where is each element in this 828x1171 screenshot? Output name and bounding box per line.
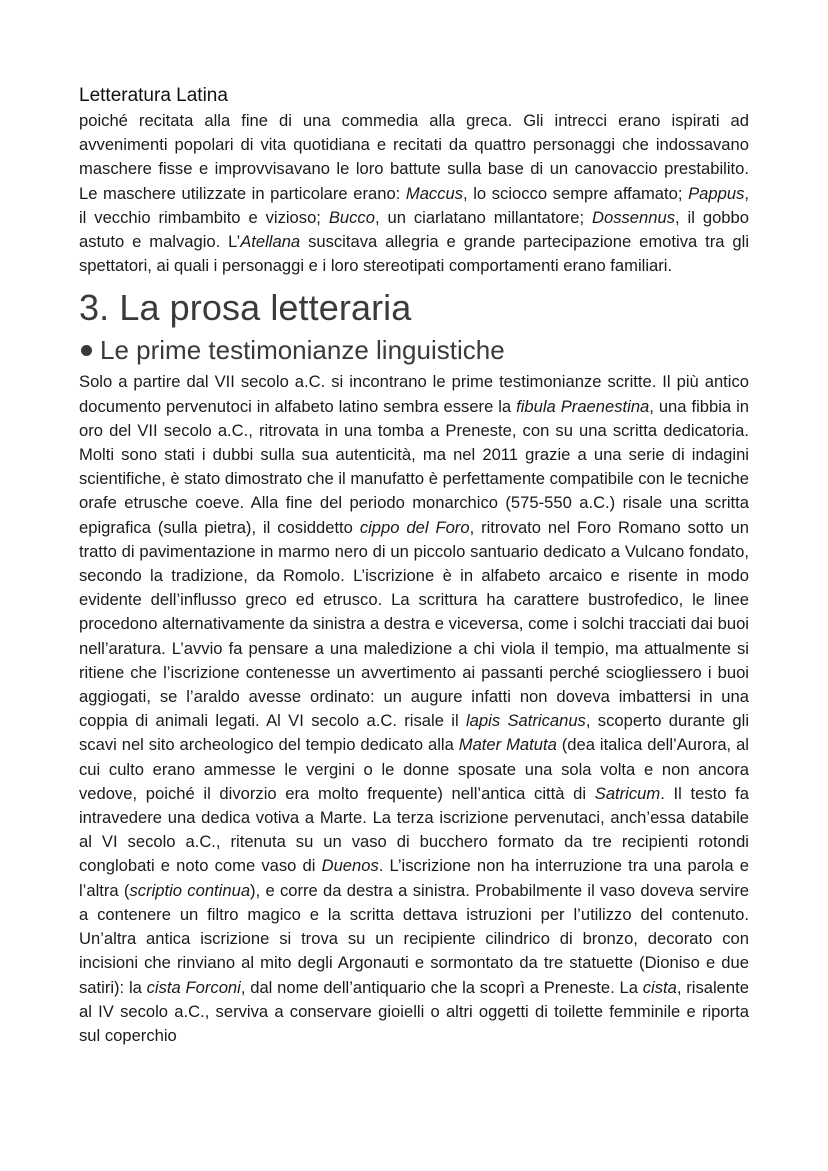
- italic-term: fibula Praenestina: [516, 396, 650, 416]
- text-run: , lo sciocco sempre affamato;: [463, 183, 689, 203]
- italic-term: Bucco: [328, 207, 375, 227]
- text-run: , il gobbo astuto e malvagio. L’: [79, 207, 749, 252]
- italic-term: Maccus: [405, 183, 464, 203]
- text-run: , risalente al IV secolo a.C., serviva a conservare gioielli o altri oggetti di toilette femminile e riporta sul coperchio: [79, 977, 749, 1045]
- intro-paragraph: [79, 109, 749, 278]
- text-run: Solo a partire dal VII secolo a.C. si incontrano le prime testimonianze scritte. Il più antico documento pervenutoci in alfabeto latino sembra essere la: [79, 372, 749, 416]
- italic-term: Pappus: [688, 183, 745, 203]
- italic-term: Dossennus: [592, 207, 676, 227]
- text-run: (dea italica dell’Aurora, al cui culto erano ammesse le vergini o le donne sposate una sola volta e non ancora vedove, poiché il divorzio era molto frequente) nell’antica città di: [79, 735, 749, 803]
- italic-term: cista Forconi: [146, 977, 241, 997]
- page-content: [79, 84, 749, 1048]
- text-run: ), e corre da destra a sinistra. Probabilmente il vaso doveva servire a contenere un filtro magico e la scritta dettava istruzioni per l’utilizzo del contenuto. Un’altra antica iscrizione si trova su un recipiente cilindrico di bronzo, decorato con incisioni che rinviano al mito degli Argonauti e sormontato da tre statuette (Dioniso e due satiri): la: [79, 880, 749, 997]
- text-run: , dal nome dell’antiquario che la scoprì a Preneste. La: [240, 977, 643, 997]
- italic-term: Atellana: [240, 232, 301, 252]
- italic-term: Duenos: [321, 856, 379, 876]
- text-run: , il vecchio rimbambito e vizioso;: [79, 183, 749, 227]
- subsection-title: Le prime testimonianze linguistiche: [100, 335, 505, 366]
- italic-term: Mater Matuta: [458, 735, 557, 755]
- text-run: . L’iscrizione non ha interruzione tra una parola e l’altra (: [79, 856, 749, 900]
- text-run: , scoperto durante gli scavi nel sito archeologico del tempio dedicato alla: [79, 711, 750, 755]
- main-paragraph: [79, 370, 749, 1048]
- running-header: Letteratura Latina: [79, 85, 228, 106]
- bullet-icon: [81, 345, 92, 356]
- italic-term: lapis Satricanus: [465, 711, 586, 731]
- subsection-heading: [79, 334, 749, 366]
- text-run: , ritrovato nel Foro Romano sotto un tratto di pavimentazione in marmo nero di un piccolo santuario dedicato a Vulcano fondato, secondo la tradizione, da Romolo. L’iscrizione è in alfabeto arcaico e risente in modo evidente dell’influsso greco ed etrusco. La scrittura ha carattere bustrofedico, le linee procedono alternativamente da sinistra a destra e viceversa, come i solchi tracciati dai buoi nell’aratura. L’avvio fa pensare a una maledizione a chi viola il tempio, ma attualmente si ritiene che l’iscrizione contenesse un avvertimento ai passanti perché sciogliessero i buoi aggiogati, se l’araldo avesse ordinato: un augure infatti non doveva imbattersi in una coppia di animali legati. Al VI secolo a.C. risale il: [79, 517, 749, 731]
- text-run: , un ciarlatano millantatore;: [374, 207, 592, 227]
- italic-term: Satricum: [594, 783, 661, 803]
- text-run: suscitava allegria e grande partecipazione emotiva tra gli spettatori, ai quali i personaggi e i loro stereotipati comportamenti erano familiari.: [79, 232, 750, 276]
- text-run: . Il testo fa intravedere una dedica votiva a Marte. La terza iscrizione pervenutaci, anch’essa databile al VI secolo a.C., ritenuta su un vaso di bucchero formato da tre recipienti rotondi conglobati e noto come vaso di: [79, 783, 749, 876]
- italic-term: cista: [642, 977, 677, 997]
- italic-term: scriptio continua: [129, 880, 251, 900]
- italic-term: cippo del Foro: [359, 517, 470, 537]
- text-run: , una fibbia in oro del VII secolo a.C., ritrovata in una tomba a Preneste, con su una scritta dedicatoria. Molti sono stati i dubbi sulla sua autenticità, ma nel 2011 grazie a una serie di indagini scientifiche, è stato dimostrato che il manufatto è perfettamente compatibile con le tecniche orafe etrusche coeve. Alla fine del periodo monarchico (575-550 a.C.) risale una scritta epigrafica (sulla pietra), il cosiddetto: [79, 396, 749, 537]
- text-run: poiché recitata alla fine di una commedia alla greca. Gli intrecci erano ispirati ad avvenimenti popolari di vita quotidiana e recitati da quattro personaggi che indossavano maschere fisse e improvvisavano le loro battute sulla base di un canovaccio prestabilito. Le maschere utilizzate in particolare erano:: [79, 111, 749, 203]
- section-heading: 3. La prosa letteraria: [79, 287, 412, 329]
